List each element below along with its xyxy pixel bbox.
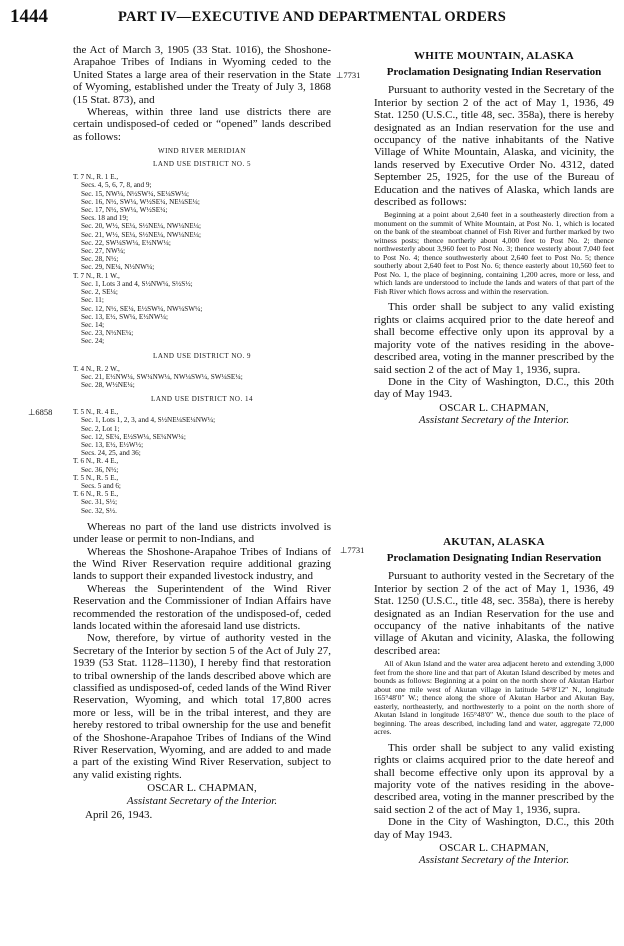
akutan-title: AKUTAN, ALASKA — [443, 536, 545, 548]
margin-reference-white-mountain: ⊥7731 — [336, 70, 361, 80]
land-description-line: T. 7 N., R. 1 E., — [73, 173, 119, 182]
akutan-description: All of Akun Island and the water area adjacent hereto and extending 3,000 feet from the shore line and that part of Akutan Island described by metes and bounds as follows: Beginning at a point on the north shore of Akutan Harbor about one mile west of Akutan village in latitude 54°8′12″ N., longitude 165°48′0″ W.; thence along the shore of Akutan Harbor and Akutan Bay, easterly, northeasterly, and northwesterly to a point on the north shore of Akutan Island in longitude 165°48′0″ W., thence due south to the place of beginning. The areas described, including land and water, aggregate 72,000 acres. — [374, 659, 614, 737]
land-description-line: T. 6 N., R. 5 E., — [73, 490, 119, 499]
land-description-line: Secs. 24, 25, and 36; — [81, 449, 141, 458]
land-description-line: Sec. 13, E½, SW¼, E½NW¼; — [81, 312, 169, 321]
land-description-line: Secs. 4, 5, 6, 7, 8, and 9; — [81, 181, 152, 190]
akutan-paragraph-2: This order shall be subject to any valid existing rights or claims acquired prior to the date hereof and shall become effective only upon its approval by a majority vote of the natives residing in the above-described area, voting in the manner prescribed by the said section 2 of the act of May 1, 1936, supra. — [374, 741, 614, 816]
akutan-paragraph-3: Done in the City of Washington, D.C., this 20th day of May 1943. — [374, 816, 614, 841]
land-description-line: Sec. 23, N½NE¼; — [81, 329, 134, 338]
land-description-line: Sec. 24; — [81, 337, 105, 346]
district-14-heading: LAND USE DISTRICT NO. 14 — [151, 395, 253, 404]
land-description-line: Sec. 36, N½; — [81, 465, 119, 474]
land-description-line: Sec. 16, N½, SW¼, W½SE¼, NE¼SE¼; — [81, 197, 200, 206]
land-description-line: Sec. 12, N½, SE¼, E½SW¼, NW¼SW¼; — [81, 304, 203, 313]
district-9-land-list — [73, 365, 331, 390]
page-number: 1444 — [10, 6, 48, 27]
district-9-heading: LAND USE DISTRICT NO. 9 — [153, 351, 251, 360]
land-description-line: Sec. 12, SE¼, E½SW¼, SE¼NW¼; — [81, 432, 186, 441]
land-description-line: Sec. 28, W½NE¼; — [81, 380, 135, 389]
left-paragraph-3: Whereas no part of the land use districts involved is under lease or permit to non-Indians, and — [73, 520, 331, 546]
white-mountain-signature-title: Assistant Secretary of the Interior. — [418, 414, 570, 427]
land-description-line: Sec. 28, N½; — [81, 255, 119, 264]
district-5-heading: LAND USE DISTRICT NO. 5 — [153, 160, 251, 169]
land-description-line: Sec. 17, N½, SW¼, W½SE¼; — [81, 206, 168, 215]
land-description-line: Sec. 22, SW¼SW¼, E½NW¼; — [81, 238, 171, 247]
land-description-line: Sec. 21, E½NW¼, SW¼NW¼, NW¼SW¼, SW¼SE¼; — [81, 372, 243, 381]
land-description-line: Sec. 31, S½; — [81, 498, 118, 507]
land-description-line: Sec. 29, NE¼, N½NW¼; — [81, 263, 155, 272]
left-paragraph-1: the Act of March 3, 1905 (33 Stat. 1016), the Shoshone-Arapahoe Tribes of Indians in Wyoming ceded to the United States a large area of their reservation in the State of Wyoming, established under the Treaty of July 3, 1868 (15 Stat. 873), and — [73, 44, 331, 106]
left-signature-title: Assistant Secretary of the Interior. — [126, 794, 278, 807]
land-description-line: Sec. 2, SE¼; — [81, 288, 118, 297]
district-14-land-list — [73, 408, 331, 515]
akutan-paragraph-1: Pursuant to authority vested in the Secretary of the Interior by section 2 of the act of May 1, 1936, 49 Stat. 1250 (U.S.C., title 48, sec. 358a), there is hereby designated as an Indian Reservation for the use and occupancy of the native inhabitants of the native village of Akutan and vicinity, Alaska, the following described area: — [374, 570, 614, 657]
white-mountain-subtitle: Proclamation Designating Indian Reservation — [386, 66, 602, 78]
left-paragraph-6: Now, therefore, by virtue of authority vested in the Secretary of the Interior by section 5 of the Act of July 27, 1939 (53 Stat. 1128–1130), I hereby find that restoration to tribal ownership of the lands described above which are classified as undisposed-of, ceded lands of the Wind River Reservation, Wyoming, and which total 17,800 acres more or less, will be in the tribal interest, and they are hereby restored to tribal ownership for the use and benefit of the Shoshone-Arapahoe Tribes of Indians of the Wind River Reservation, Wyoming, and are added to and made a part of the existing Wind River Reservation, subject to any valid existing rights. — [73, 632, 331, 781]
margin-reference-left: ⊥6858 — [28, 407, 53, 417]
land-description-line: Sec. 13, E½, E½W½; — [81, 440, 144, 449]
white-mountain-paragraph-3: Done in the City of Washington, D.C., this 20th day of May 1943. — [374, 375, 614, 401]
land-description-line: Secs. 18 and 19; — [81, 214, 129, 223]
land-description-line: Sec. 20, W½, SE¼, S½NE¼, NW¼NE¼; — [81, 222, 202, 231]
left-date: April 26, 1943. — [85, 809, 153, 822]
akutan-section — [374, 536, 614, 867]
land-description-line: Sec. 14; — [81, 320, 105, 329]
white-mountain-paragraph-2: This order shall be subject to any valid existing rights or claims acquired prior to the date hereof and shall become effective only upon its approval by a majority vote of the natives residing in the above-described area, voting in the manner prescribed by the said section 2 of the act of May 1, 1936, supra. — [374, 301, 614, 376]
margin-reference-akutan: ⊥7731 — [340, 545, 365, 555]
land-description-line: T. 5 N., R. 5 E., — [73, 473, 119, 482]
land-description-line: T. 6 N., R. 4 E., — [73, 457, 119, 466]
land-description-line: Sec. 1, Lots 3 and 4, S½NW¼, S½S½; — [81, 279, 193, 288]
left-paragraph-2: Whereas, within three land use districts there are certain undisposed-of ceded or “opened” lands described as follows: — [73, 106, 331, 143]
district-5-land-list — [73, 173, 331, 345]
meridian-heading: WIND RIVER MERIDIAN — [157, 147, 247, 156]
running-head: PART IV—EXECUTIVE AND DEPARTMENTAL ORDERS — [118, 9, 506, 25]
land-description-line: Sec. 11; — [81, 296, 104, 305]
left-column — [73, 44, 331, 822]
land-description-line: Sec. 1, Lots 1, 2, 3, and 4, S½NE¼SE¼NW¼; — [81, 416, 216, 425]
left-paragraph-4: Whereas the Shoshone-Arapahoe Tribes of Indians of the Wind River Reservation require additional grazing lands to support their expanded livestock industry, and — [73, 545, 331, 583]
white-mountain-title: WHITE MOUNTAIN, ALASKA — [413, 50, 575, 62]
left-paragraph-5: Whereas the Superintendent of the Wind River Reservation and the Commissioner of Indian Affairs have recommended the restoration of the undisposed-of, ceded lands located within the aforesaid land use districts. — [73, 582, 331, 633]
land-description-line: Sec. 21, W½, SE¼, S½NE¼, NW¼NE¼; — [81, 230, 202, 239]
white-mountain-description: Beginning at a point about 2,640 feet in a southeasterly direction from a monument on the summit of White Mountain, at Post No. 1, which is located on the bank of the steamboat channel of Fish River and further marked by two witness posts; thence northerly about 4,000 feet to Post No. 2; thence northwesterly about 3,960 feet to Post No. 3; thence westerly about 7,040 feet to Post No. 4; thence southwesterly about 2,640 feet to Post No. 5; thence southerly about 2,640 feet to Post No. 6; thence easterly about 10,560 feet to Post No. 1, the place of beginning, containing 1,200 acres, more or less, and which lands are understood to include the lands and waters of that part of the Fish River which flows across and within the reservation. — [374, 210, 614, 296]
akutan-signature-name: OSCAR L. CHAPMAN, — [439, 842, 549, 854]
land-description-line: Secs. 5 and 6; — [81, 481, 121, 490]
akutan-signature-title: Assistant Secretary of the Interior. — [418, 854, 570, 867]
land-description-line: T. 5 N., R. 4 E., — [73, 408, 119, 417]
land-description-line: Sec. 15, NW¼, N½SW¼, SE¼SW¼; — [81, 189, 190, 198]
white-mountain-paragraph-1: Pursuant to authority vested in the Secretary of the Interior by section 2 of the act of May 1, 1936, 49 Stat. 1250 (U.S.C., title 48, sec. 358a), there is hereby designated as an Indian reservation for the use and occupancy of the native inhabitants of the Native Village of White Mountain, Alaska, and vicinity, the lands reserved by Executive Order No. 4312, dated September 25, 1925, for the use of the Bureau of Education and the natives of Alaska, which lands are described as follows: — [374, 84, 614, 209]
page-header — [10, 6, 614, 28]
land-description-line: T. 4 N., R. 2 W., — [73, 364, 120, 373]
land-description-line: Sec. 27, NW¼; — [81, 247, 126, 256]
akutan-subtitle: Proclamation Designating Indian Reservation — [386, 552, 602, 564]
land-description-line: Sec. 32, S½. — [81, 506, 117, 515]
left-signature-name: OSCAR L. CHAPMAN, — [147, 782, 257, 795]
land-description-line: T. 7 N., R. 1 W., — [73, 271, 120, 280]
white-mountain-signature-name: OSCAR L. CHAPMAN, — [439, 401, 549, 414]
land-description-line: Sec. 2, Lot 1; — [81, 424, 120, 433]
white-mountain-section — [374, 50, 614, 427]
